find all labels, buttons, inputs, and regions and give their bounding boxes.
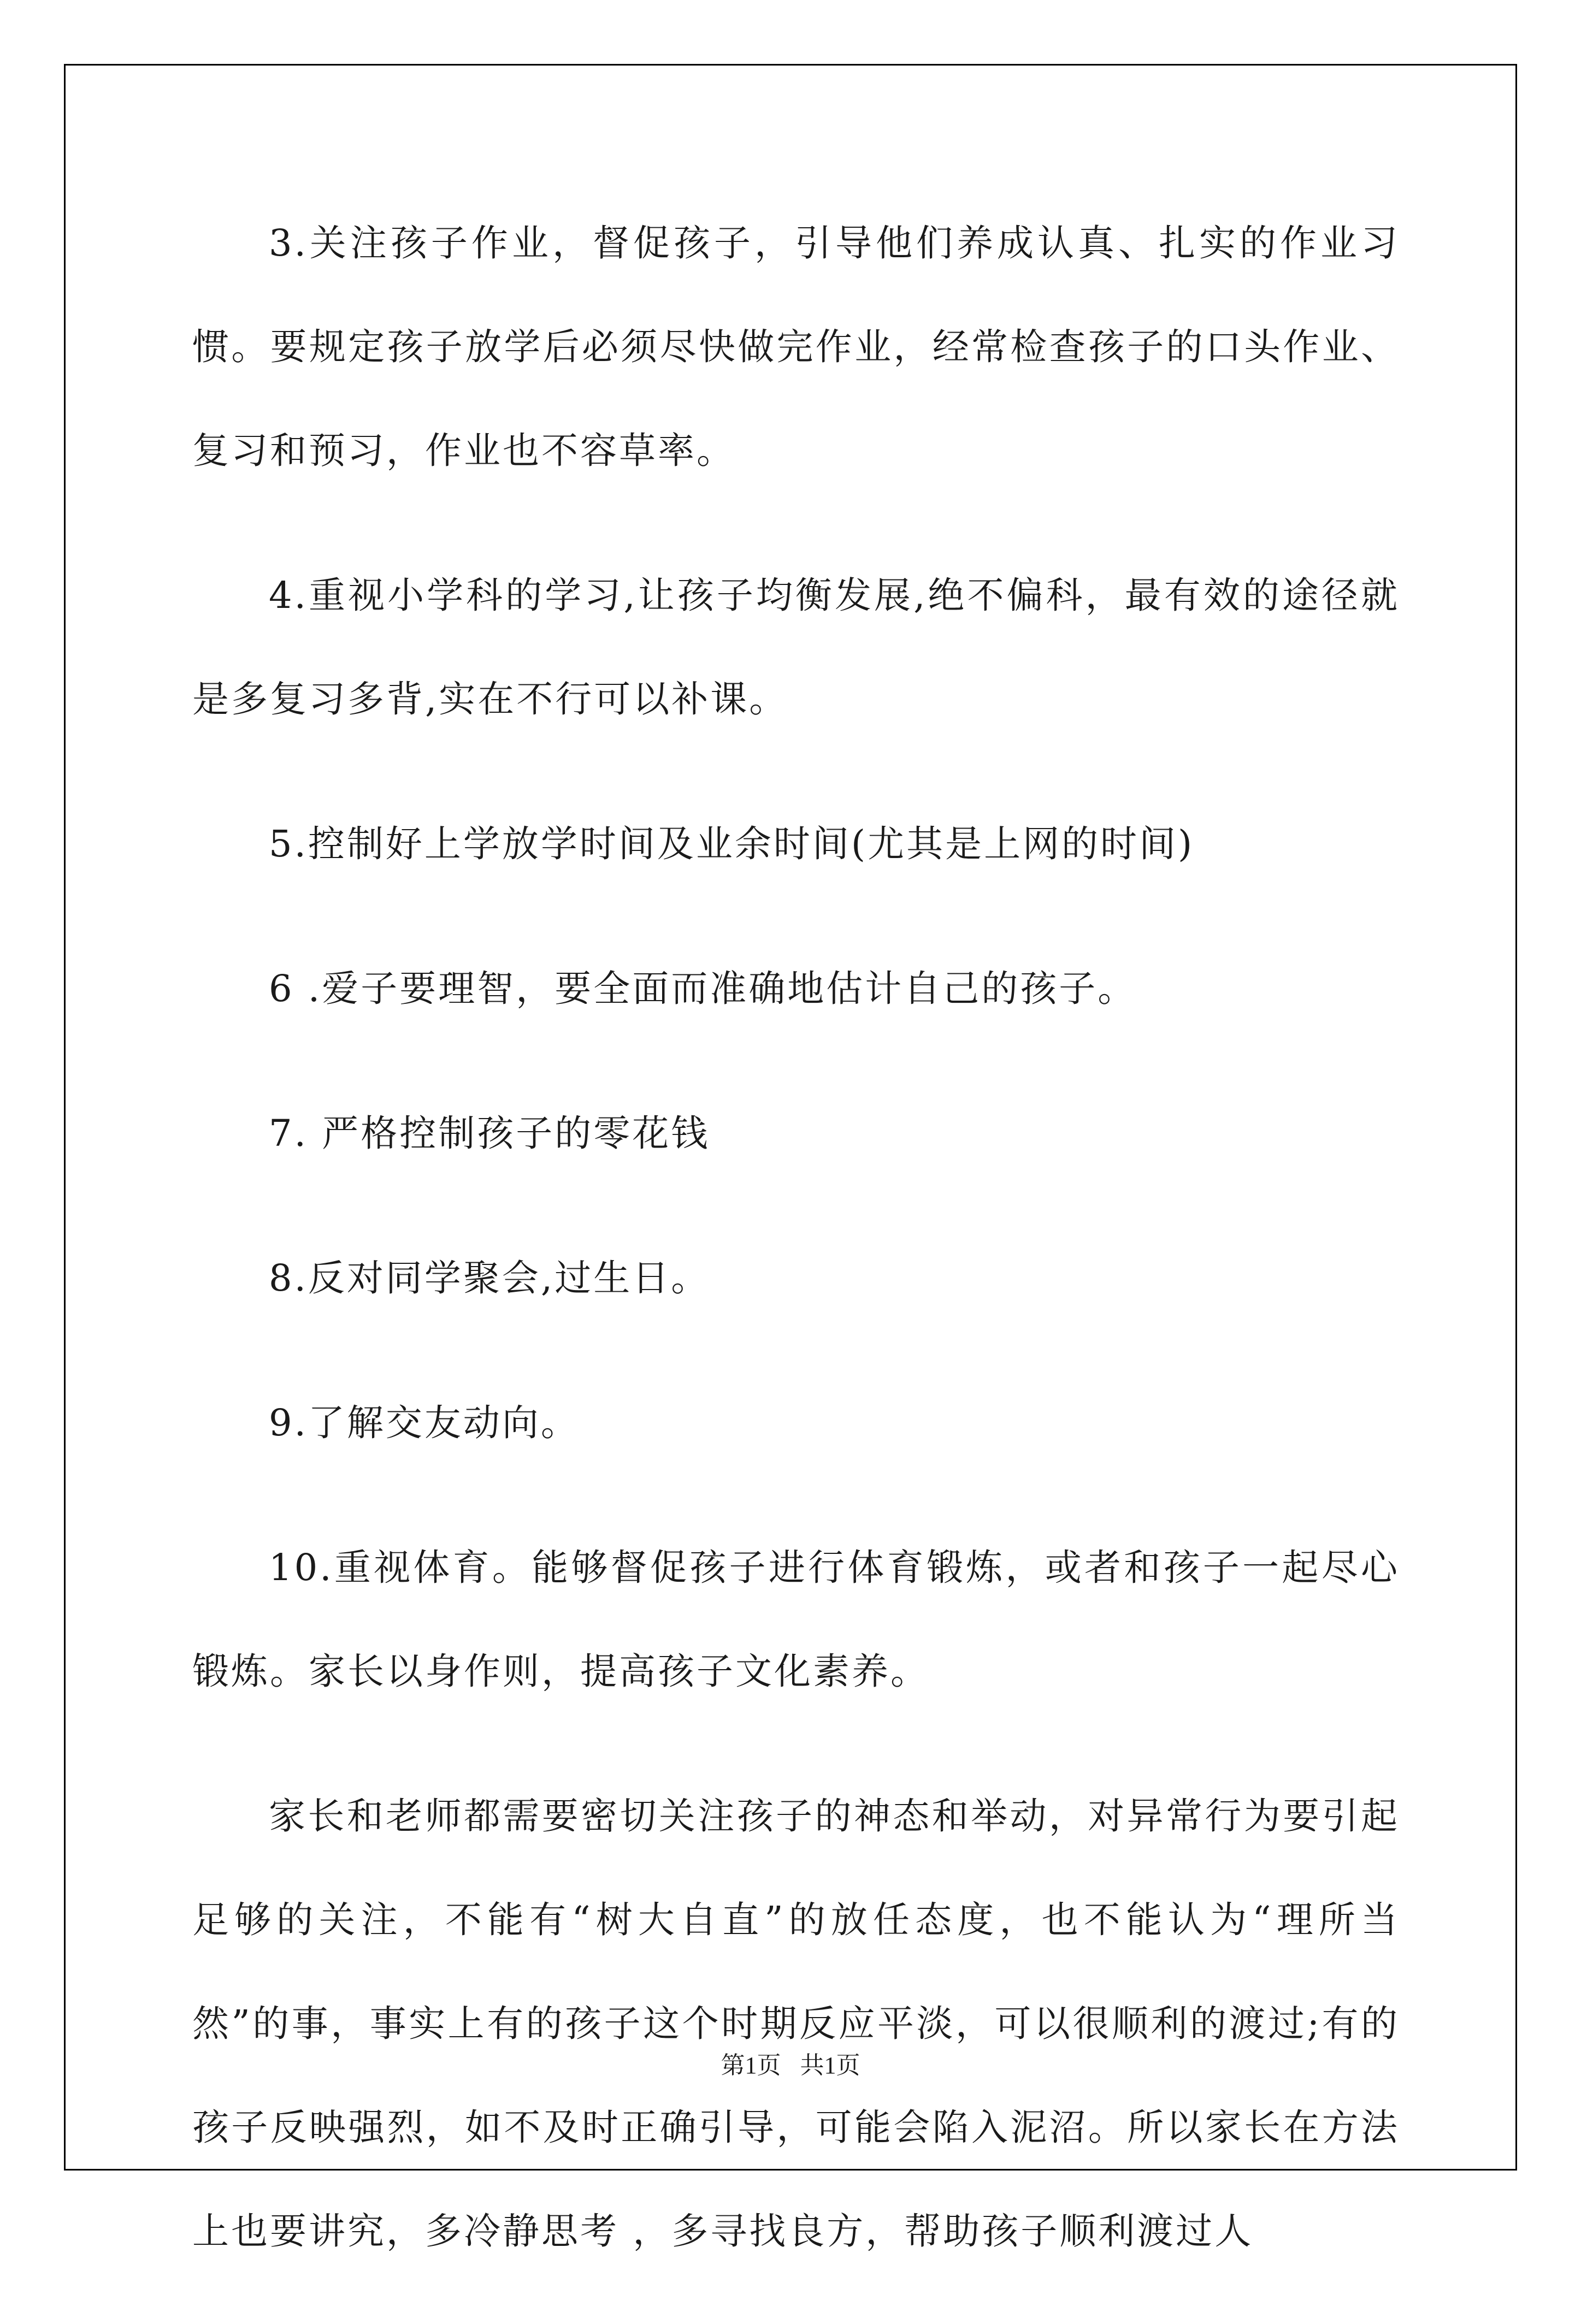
total-page-count: 共1页 bbox=[800, 2052, 860, 2079]
paragraph: 7. 严格控制孩子的零花钱 bbox=[269, 1112, 710, 1155]
document-body bbox=[192, 191, 1400, 2324]
paragraph: 9.了解交友动向。 bbox=[269, 1402, 580, 1444]
paragraph: 4.重视小学科的学习,让孩子均衡发展,绝不偏科，最有效的途径就是多复习多背,实在不行可以补课。 bbox=[192, 574, 1400, 720]
paragraph: 8.反对同学聚会,过生日。 bbox=[269, 1257, 710, 1299]
paragraph: 5.控制好上学放学时间及业余时间(尤其是上网的时间) bbox=[269, 823, 1195, 865]
paragraph: 家长和老师都需要密切关注孩子的神态和举动，对异常行为要引起足够的关注，不能有“树大自直”的放任态度，也不能认为“理所当然”的事，事实上有的孩子这个时期反应平淡，可以很顺利的渡过;有的孩子反映强烈，如不及时正确引导，可能会陷入泥沼。所以家长在方法上也要讲究，多冷静思考 ，多寻找良方，帮助孩子顺利渡过人 bbox=[192, 1795, 1400, 2252]
paragraph: 6 .爱子要理智，要全面而准确地估计自己的孩子。 bbox=[269, 967, 1137, 1010]
paragraph: 10.重视体育。能够督促孩子进行体育锻炼，或者和孩子一起尽心锻炼。家长以身作则，提高孩子文化素养。 bbox=[192, 1546, 1400, 1693]
paragraph: 3.关注孩子作业，督促孩子，引导他们养成认真、扎实的作业习惯。要规定孩子放学后必须尽快做完作业，经常检查孩子的口头作业、复习和预习，作业也不容草率。 bbox=[192, 222, 1400, 472]
current-page-number: 第1页 bbox=[721, 2052, 781, 2079]
page-footer bbox=[0, 2045, 1581, 2080]
